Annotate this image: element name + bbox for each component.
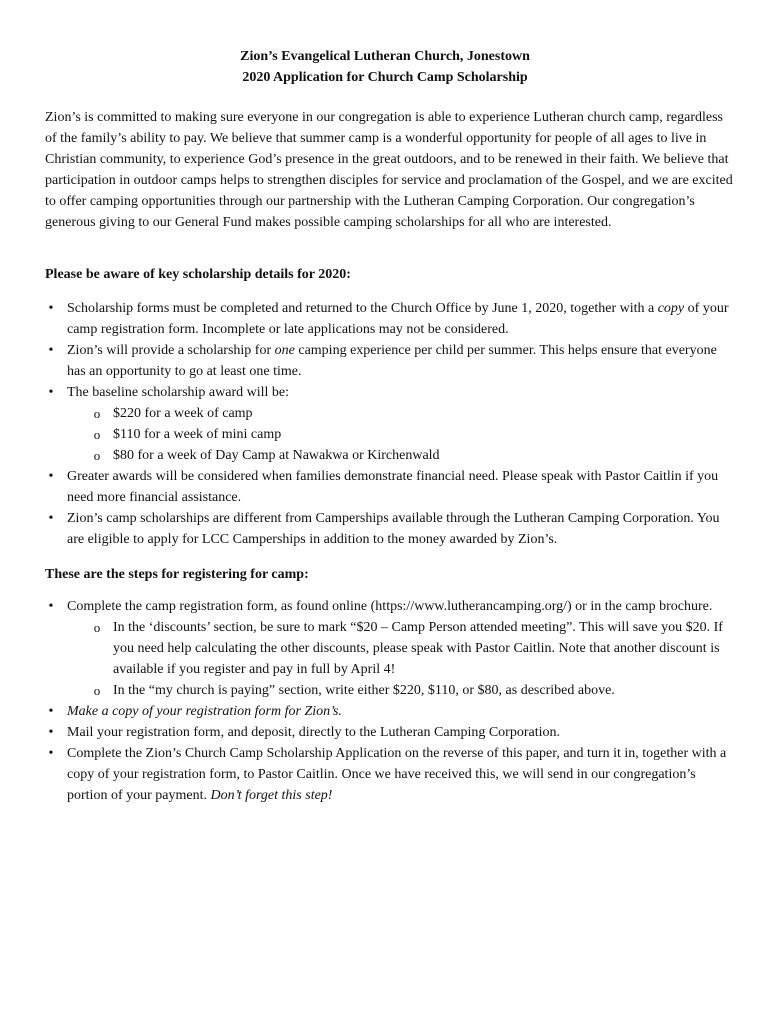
sub-bullet-icon: o [93,427,101,442]
bullet-icon: • [48,704,54,719]
bullet-icon: • [48,301,54,316]
list-item: • Scholarship forms must be completed and returned to the Church Office by June 1, 2020, together with a copy of your camp registration form. Incomplete or late applications may not be considered. [45,298,735,340]
bullet-icon: • [48,343,54,358]
intro-paragraph: Zion’s is committed to making sure everyone in our congregation is able to experience Lutheran church camp, regardless of the family’s ability to pay. We believe that summer camp is a wonderful opportunity for people of all ages to live in Christian community, to experience God’s presence in the great outdoors, and to be renewed in their faith. We believe that participation in outdoor camps helps to strengthen disciples for service and proclamation of the Gospel, and we are excited to offer camping opportunities through our partnership with the Lutheran Camping Corporation. Our congregation’s generous giving to our General Fund makes possible camping scholarships for all who are interested. [45,110,733,230]
church-name-title: Zion’s Evangelical Lutheran Church, Jonestown [240,49,530,64]
sub-list-item: o $110 for a week of mini camp [45,424,735,445]
details-heading: Please be aware of key scholarship details for 2020: [45,267,351,282]
bullet-icon: • [48,725,54,740]
bullet-icon: • [48,599,54,614]
list-item: • Zion’s will provide a scholarship for one camping experience per child per summer. This helps ensure that everyone has an opportunity to go at least one time. [45,340,735,382]
sub-bullet-icon: o [93,406,101,421]
sub-list-item: o In the “my church is paying” section, write either $220, $110, or $80, as described above. [45,680,735,701]
application-title: 2020 Application for Church Camp Scholarship [242,70,528,85]
sub-bullet-icon: o [93,683,101,698]
list-item: • Complete the Zion’s Church Camp Scholarship Application on the reverse of this paper, and turn it in, together with a copy of your registration form, to Pastor Caitlin. Once we have received this, we will send in our congregation’s portion of your payment. Don’t forget this step! [45,743,735,806]
sub-bullet-icon: o [93,620,101,635]
list-item: • Make a copy of your registration form for Zion’s. [45,701,735,722]
steps-list [45,596,735,806]
details-list [45,298,735,550]
sub-bullet-icon: o [93,448,101,463]
bullet-icon: • [48,385,54,400]
sub-list-item: o $220 for a week of camp [45,403,735,424]
sub-list-item: o $80 for a week of Day Camp at Nawakwa or Kirchenwald [45,445,735,466]
list-item: • Zion’s camp scholarships are different from Camperships available through the Lutheran Camping Corporation. You are eligible to apply for LCC Camperships in addition to the money awarded by Zion’s. [45,508,735,550]
list-item: • Mail your registration form, and deposit, directly to the Lutheran Camping Corporation. [45,722,735,743]
list-item: • Greater awards will be considered when families demonstrate financial need. Please speak with Pastor Caitlin if you need more financial assistance. [45,466,735,508]
bullet-icon: • [48,746,54,761]
bullet-icon: • [48,469,54,484]
bullet-icon: • [48,511,54,526]
list-item: • The baseline scholarship award will be: [45,382,735,403]
sub-list-item: o In the ‘discounts’ section, be sure to mark “$20 – Camp Person attended meeting”. This will save you $20. If you need help calculating the other discounts, please speak with Pastor Caitlin. Note that another discount is available if you register and pay in full by April 4! [45,617,735,680]
list-item: • Complete the camp registration form, as found online (https://www.lutherancamping.org/) or in the camp brochure. [45,596,735,617]
steps-heading: These are the steps for registering for camp: [45,567,309,582]
